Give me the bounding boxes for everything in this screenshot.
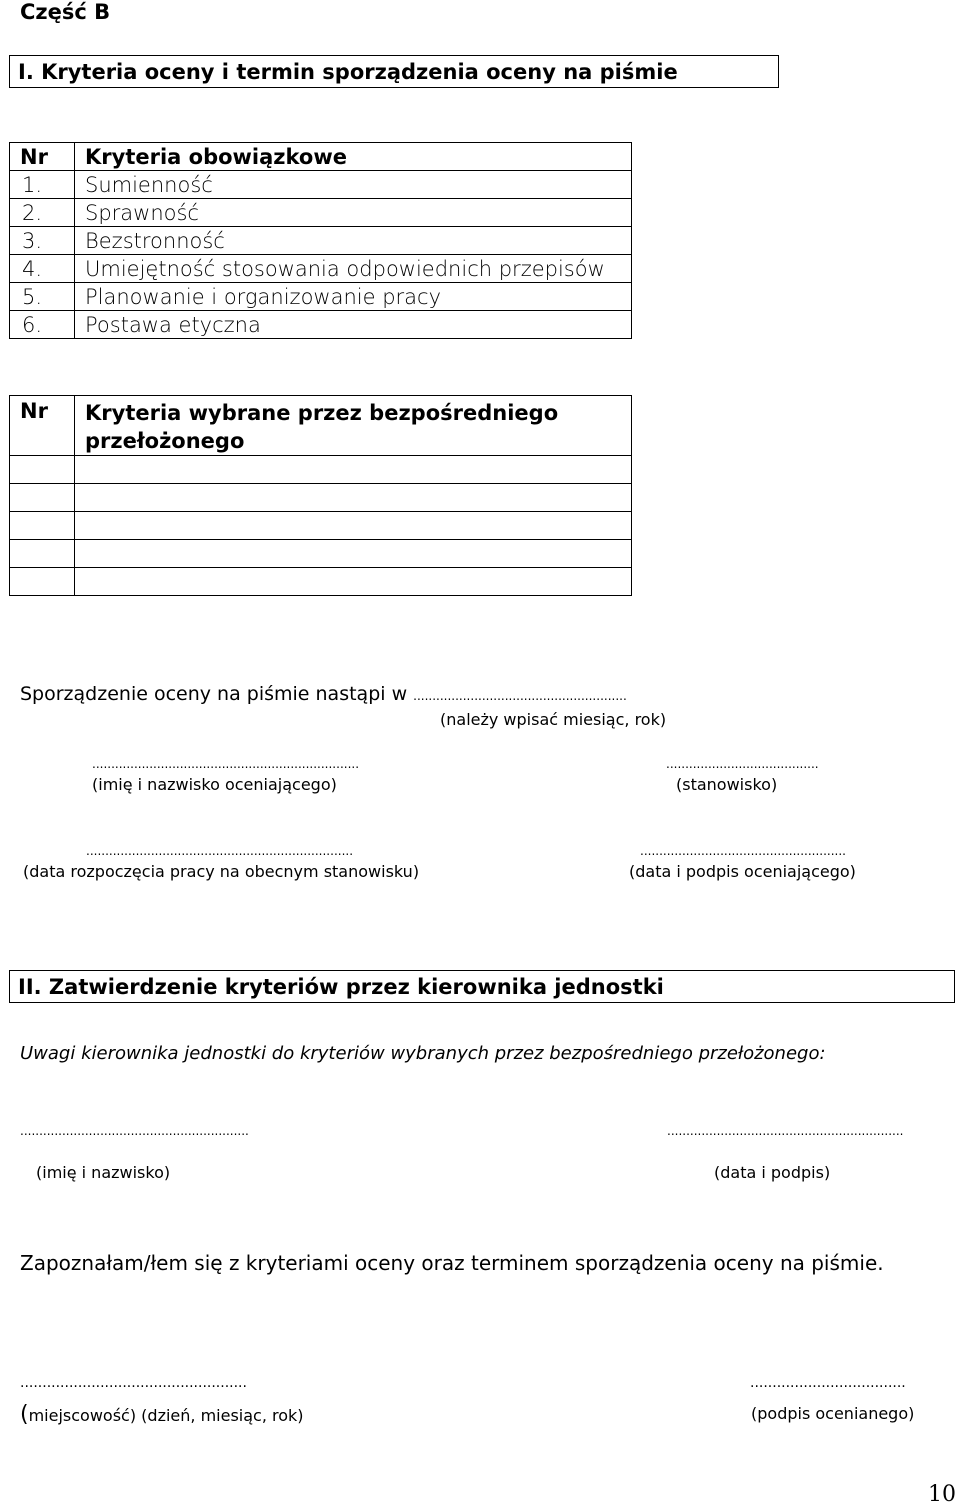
manager-name-label: (imię i nazwisko): [36, 1163, 171, 1182]
empty-criterion-cell[interactable]: [75, 540, 632, 568]
empty-criterion-cell[interactable]: [75, 512, 632, 540]
assessee-signature-label: (podpis ocenianego): [751, 1404, 915, 1423]
row-number: 4.: [10, 255, 75, 283]
empty-nr-cell[interactable]: [10, 456, 75, 484]
empty-nr-cell[interactable]: [10, 512, 75, 540]
table-header-nr: Nr: [10, 143, 75, 171]
mandatory-criteria-table: [9, 142, 632, 339]
criterion-label: Planowanie i organizowanie pracy: [75, 283, 632, 311]
place-date-label: [20, 1402, 304, 1427]
month-year-hint: (należy wpisać miesiąc, rok): [440, 710, 667, 729]
evaluator-signature-label: (data i podpis oceniającego): [629, 862, 856, 881]
part-title: Część B: [20, 0, 111, 24]
evaluator-name-field[interactable]: ......................................................................: [92, 757, 360, 771]
section-2-header: [9, 970, 955, 1003]
empty-nr-cell[interactable]: [10, 568, 75, 596]
empty-nr-cell[interactable]: [10, 540, 75, 568]
manager-name-field[interactable]: ............................................................: [20, 1124, 249, 1138]
criterion-label: Sprawność: [75, 199, 632, 227]
criterion-label: Umiejętność stosowania odpowiednich przepisów: [75, 255, 632, 283]
table-header-nr: Nr: [10, 396, 75, 456]
position-field[interactable]: ........................................: [666, 757, 819, 771]
place-date-paren: (: [20, 1402, 29, 1427]
table-header-criteria: Kryteria obowiązkowe: [75, 143, 632, 171]
row-number: 3.: [10, 227, 75, 255]
place-date-field[interactable]: ...................................................: [20, 1375, 247, 1391]
table-header-selected-criteria: [75, 396, 632, 456]
page-number: 10: [928, 1482, 956, 1507]
row-number: 2.: [10, 199, 75, 227]
empty-nr-cell[interactable]: [10, 484, 75, 512]
evaluator-name-label: (imię i nazwisko oceniającego): [92, 775, 337, 794]
selected-criteria-table: [9, 395, 632, 596]
manager-remarks: Uwagi kierownika jednostki do kryteriów wybranych przez bezpośredniego przełożonego:: [20, 1043, 826, 1064]
start-date-field[interactable]: ......................................................................: [86, 844, 354, 858]
manager-date-signature-field[interactable]: ..............................................................: [667, 1124, 904, 1138]
manager-date-signature-label: (data i podpis): [714, 1163, 831, 1182]
assessee-signature-field[interactable]: ...................................: [750, 1375, 906, 1391]
criterion-label: Sumienność: [75, 171, 632, 199]
criterion-label: Postawa etyczna: [75, 311, 632, 339]
row-number: 6.: [10, 311, 75, 339]
header-line-2: przełożonego: [85, 429, 245, 453]
assessment-sentence: [20, 683, 627, 705]
month-year-field[interactable]: ........................................................: [413, 689, 627, 703]
header-line-1: Kryteria wybrane przez bezpośredniego: [85, 401, 559, 425]
empty-criterion-cell[interactable]: [75, 484, 632, 512]
acknowledgement-text: Zapoznałam/łem się z kryteriami oceny oraz terminem sporządzenia oceny na piśmie.: [20, 1251, 884, 1275]
start-date-label: (data rozpoczęcia pracy na obecnym stanowisku): [23, 862, 420, 881]
empty-criterion-cell[interactable]: [75, 456, 632, 484]
row-number: 1.: [10, 171, 75, 199]
section-1-title: I. Kryteria oceny i termin sporządzenia oceny na piśmie: [18, 59, 678, 84]
place-date-label-text: miejscowość) (dzień, miesiąc, rok): [28, 1406, 304, 1425]
section-2-title: II. Zatwierdzenie kryteriów przez kierownika jednostki: [18, 974, 664, 999]
position-label: (stanowisko): [676, 775, 778, 794]
evaluator-signature-field[interactable]: ......................................................: [640, 844, 846, 858]
criterion-label: Bezstronność: [75, 227, 632, 255]
empty-criterion-cell[interactable]: [75, 568, 632, 596]
assessment-sentence-text: Sporządzenie oceny na piśmie nastąpi w: [20, 683, 408, 705]
row-number: 5.: [10, 283, 75, 311]
section-1-header: [9, 55, 779, 88]
